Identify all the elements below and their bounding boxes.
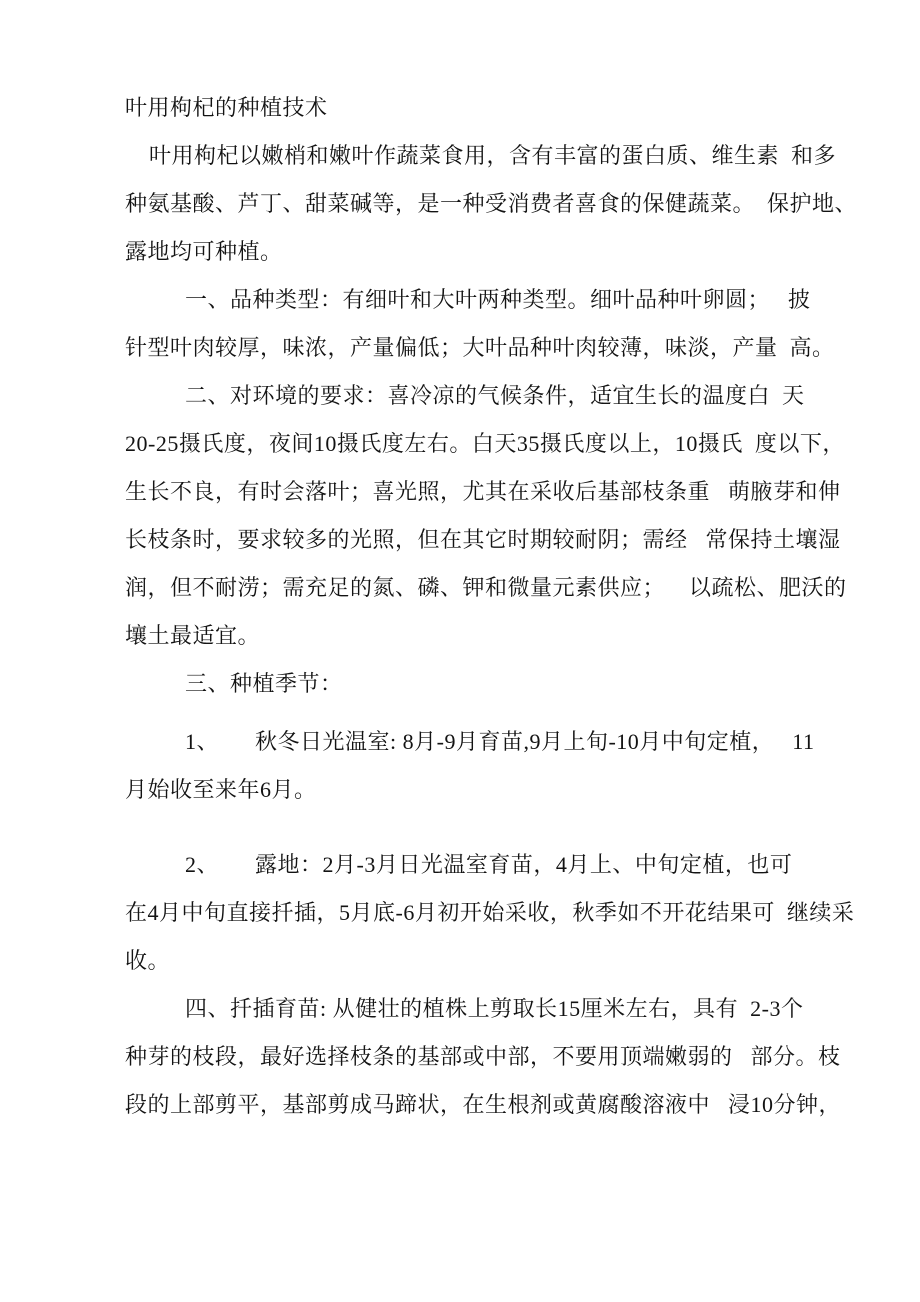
document-body	[125, 84, 858, 1129]
text-line: 种氨基酸、芦丁、甜菜碱等，是一种受消费者喜食的保健蔬菜。 保护地、	[125, 191, 858, 216]
text-line: 2、 露地：2月-3月日光温室育苗，4月上、中旬定植，也可	[185, 852, 793, 877]
text-line: 四、扦插育苗: 从健壮的植株上剪取长15厘米左右，具有 2-3个	[185, 996, 804, 1021]
text-line: 叶用枸杞以嫩梢和嫩叶作蔬菜食用，含有丰富的蛋白质、维生素 和多	[149, 143, 837, 168]
text-line: 壤土最适宜。	[125, 623, 261, 648]
text-line: 20-25摄氏度，夜间10摄氏度左右。白天35摄氏度以上，10摄氏 度以下，	[125, 431, 845, 456]
text-line: 三、种植季节：	[185, 671, 343, 696]
text-line: 月始收至来年6月。	[125, 777, 317, 802]
text-line: 二、对环境的要求：喜冷凉的气候条件，适宜生长的温度白 天	[185, 383, 805, 408]
text-line: 收。	[125, 948, 171, 973]
text-line: 种芽的枝段，最好选择枝条的基部或中部，不要用顶端嫩弱的 部分。枝	[125, 1044, 841, 1069]
text-line: 生长不良，有时会落叶；喜光照，尤其在采收后基部枝条重 萌腋芽和伸	[125, 479, 841, 504]
text-line: 在4月中旬直接扦插，5月底-6月初开始采收，秋季如不开花结果可 继续采	[125, 900, 855, 925]
text-line: 长枝条时，要求较多的光照，但在其它时期较耐阴；需经 常保持土壤湿	[125, 527, 841, 552]
text-line: 露地均可种植。	[125, 239, 283, 264]
text-line: 段的上部剪平，基部剪成马蹄状，在生根剂或黄腐酸溶液中 浸10分钟，	[125, 1092, 842, 1117]
text-line: 一、品种类型：有细叶和大叶两种类型。细叶品种叶卵圆； 披	[185, 287, 811, 312]
text-line: 润，但不耐涝；需充足的氮、磷、钾和微量元素供应； 以疏松、肥沃的	[125, 575, 847, 600]
text-line: 针型叶肉较厚，味浓，产量偏低；大叶品种叶肉较薄，味淡，产量 高。	[125, 335, 835, 360]
document-title: 叶用枸杞的种植技术	[125, 95, 328, 120]
document-text-lines	[125, 132, 858, 1129]
text-line: 1、 秋冬日光温室: 8月-9月育苗,9月上旬-10月中旬定植， 11	[185, 729, 815, 754]
